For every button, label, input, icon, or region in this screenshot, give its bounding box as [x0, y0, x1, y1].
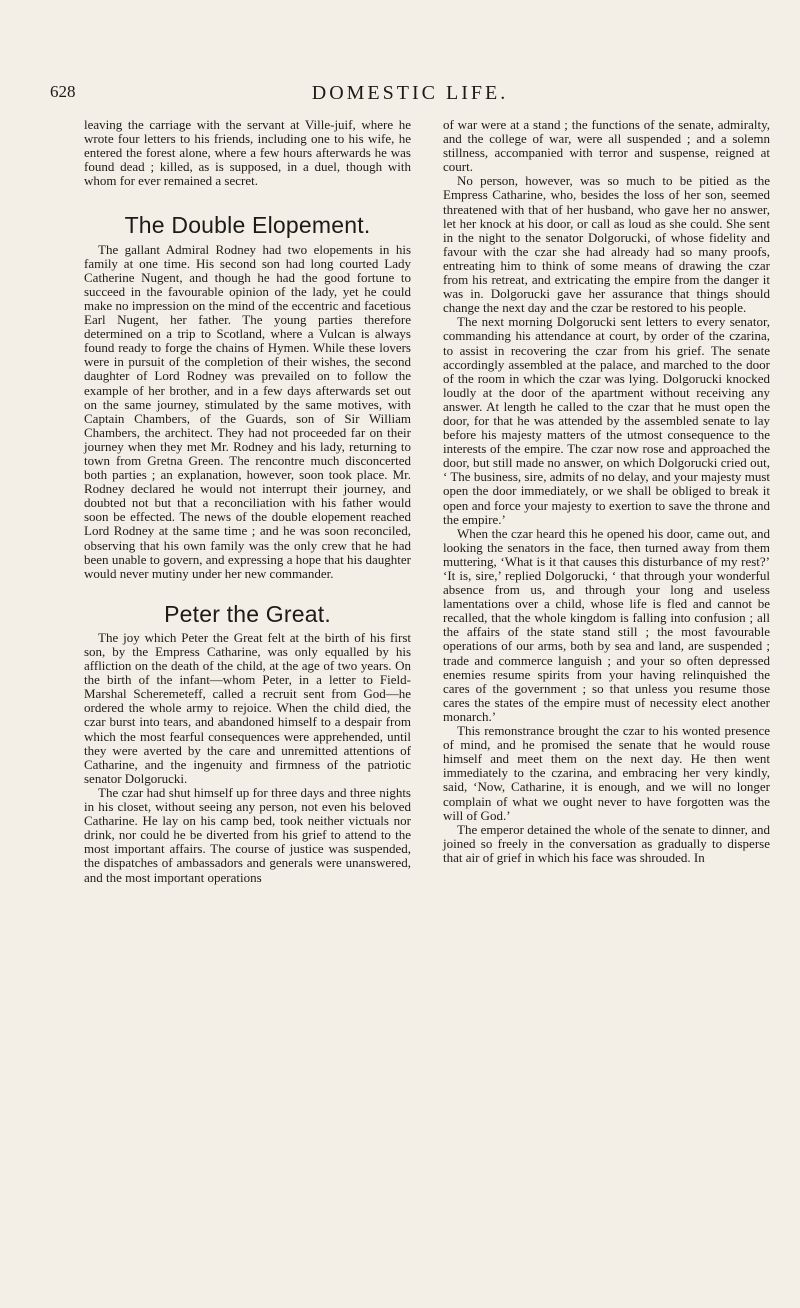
- peter-paragraph-1: The joy which Peter the Great felt at the birth of his first son, by the Empress Catharine, was only equalled by his affliction on the death of the child, at the age of two years. On the birth of the infant—whom Peter, in a letter to Field-Marshal Scheremeteff, called a recruit sent from God—he ordered the whole army to rejoice. When the child died, the czar burst into tears, and abandoned himself to a despair from which the most fearful consequences were apprehended, until they were averted by the care and unremitted attentions of Catharine, and the ingenuity and firmness of the patriotic senator Dolgorucki.: [84, 629, 411, 786]
- peter-paragraph-2: The czar had shut himself up for three days and three nights in his closet, without seeing any person, not even his beloved Catharine. He lay on his camp bed, took neither victuals nor drink, nor could he be diverted from his grief to attend to the most important affairs. The course of justice was suspended, the dispatches of ambassadors and generals were unanswered, and the most important operations: [84, 784, 411, 885]
- right-paragraph-1: of war were at a stand ; the functions of the senate, admiralty, and the college of war, were all suspended ; and a solemn stillness, accompanied with terror and suspense, reigned at court.: [443, 117, 770, 175]
- text-columns: [84, 118, 770, 1298]
- right-column: [443, 118, 770, 1298]
- running-head: [50, 82, 770, 106]
- right-paragraph-2: No person, however, was so much to be pitied as the Empress Catharine, who, besides the loss of her son, seemed threatened with that of her husband, who gave her no answer, let her knock at his door, or call as loud as she could. She sent in the night to the senator Dolgorucki, of whose fidelity and favour with the czar she had already had so many proofs, entreating him to think of some means of drawing the czar from his retreat, and extricating the empire from the danger it was in. Dolgorucki gave her assurance that things should change the next day and the czar be restored to his people.: [443, 173, 770, 316]
- opening-paragraph: leaving the carriage with the servant at Ville-juif, where he wrote four letters to his friends, including one to his wife, he entered the forest alone, where a few hours afterwards he was found dead ; killed, as is supposed, in a duel, though with whom for ever remained a secret.: [84, 117, 411, 189]
- right-paragraph-4: When the czar heard this he opened his door, came out, and looking the senators in the face, then turned away from them muttering, ‘What is it that causes this disturbance of my rest?’ ‘It is, sire,’ replied Dolgorucki, ‘ that through your wonderful absence from us, and through your long and useless lamentations over a child, whose life is fled and cannot be recalled, that the whole kingdom is falling into confusion ; all the affairs of the state stand still ; the most favourable operations of our arms, both by sea and land, are suspended ; trade and commerce languish ; and your so often depressed enemies resume spirits from your having relinquished the cares of the government ; so that unless you resume those cares the states of the empire must of necessity elect another monarch.’: [443, 525, 770, 724]
- page-number: 628: [50, 82, 76, 101]
- section-title-double-elopement: The Double Elopement.: [124, 212, 371, 239]
- right-paragraph-5: This remonstrance brought the czar to his wonted presence of mind, and he promised the senate that he would rouse himself and meet them on the next day. He then went immediately to the czarina, and embracing her very kindly, said, ‘Now, Catharine, it is enough, and we will no longer complain of what we ought never to have forgotten was the will of God.’: [443, 723, 770, 823]
- double-elopement-paragraph: The gallant Admiral Rodney had two elopements in his family at one time. His second son had long courted Lady Catherine Nugent, and though he had the good fortune to succeed in the favourable opinion of the lady, yet he could make no impression on the mind of the eccentric and facetious Earl Nugent, her father. The young parties therefore determined on a trip to Scotland, where a Vulcan is always found ready to forge the chains of Hymen. While these lovers were in pursuit of the completion of their wishes, the second daughter of Lord Rodney was prevailed on to follow the example of her brother, and in a few days afterwards set out on the same journey, stimulated by the same motives, with Captain Chambers, of the Guards, son of Sir William Chambers, the architect. They had not proceeded far on their journey when they met Mr. Rodney and his lady, returning to town from Gretna Green. The rencontre much disconcerted both parties ; an explanation, however, soon took place. Mr. Rodney declared he would not interrupt their journey, and doubted not but that a reconciliation with his father would soon be effected. The news of the double elopement reached Lord Rodney at the same time ; and he was soon reconciled, observing that his own family was the only crew that he had been unable to govern, and expressing a hope that his daughter would never mutiny under her new commander.: [84, 241, 411, 581]
- right-paragraph-6: The emperor detained the whole of the senate to dinner, and joined so freely in the conversation as gradually to disperse that air of grief in which his face was shrouded. In: [443, 821, 770, 865]
- right-paragraph-3: The next morning Dolgorucki sent letters to every senator, commanding his attendance at court, by order of the czarina, to assist in recovering the czar from his grief. The senate accordingly assembled at the palace, and marched to the door of the room in which the czar was lying. Dolgorucki knocked loudly at the door of the apartment without receiving any answer. At length he called to the czar that he must open the door, for that he was attended by the assembled senate to lay before his majesty matters of the utmost consequence to the interests of the empire. The czar now rose and approached the door, but still made no answer, on which Dolgorucki cried out, ‘ The business, sire, admits of no delay, and your majesty must open the door immediately, or we shall be obliged to break it open and force your majesty to exertion to save the throne and the empire.’: [443, 314, 770, 527]
- running-title: DOMESTIC LIFE.: [311, 82, 509, 104]
- section-title-peter-the-great: Peter the Great.: [164, 600, 331, 627]
- left-column: [84, 118, 411, 1298]
